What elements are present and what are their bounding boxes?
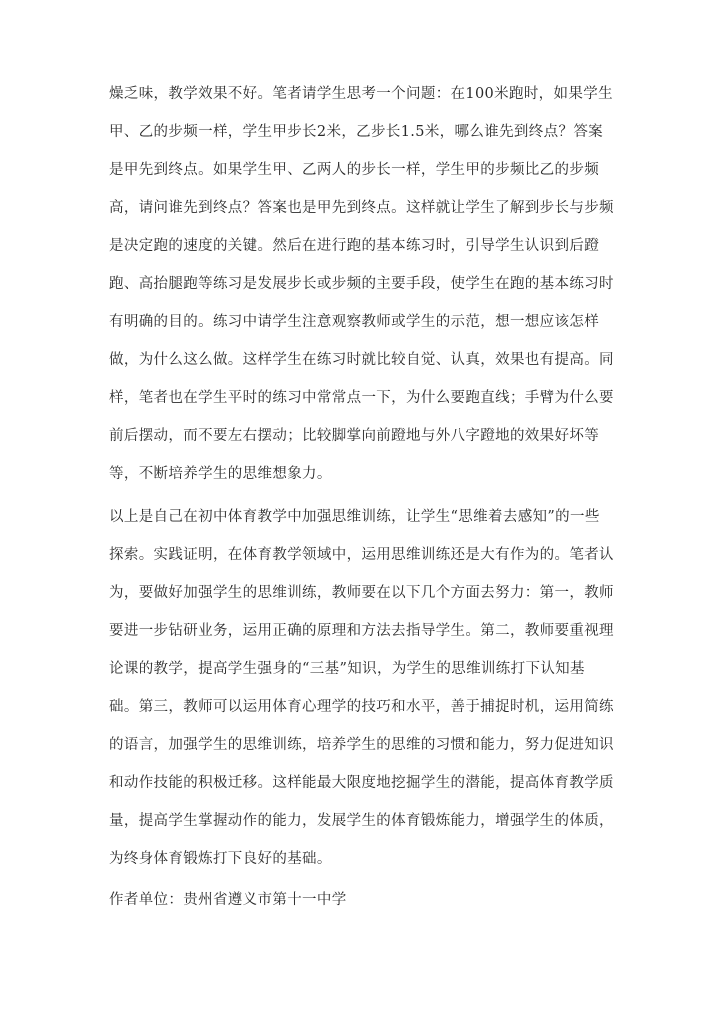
text-line: 论课的教学，提高学生强身的“三基”知识，为学生的思维训练打下认知基 — [109, 661, 585, 677]
text-line: 有明确的目的。练习中请学生注意观察教师或学生的示范，想一想应该怎样 — [109, 314, 600, 330]
text-line: 等，不断培养学生的思维想象力。 — [109, 466, 332, 482]
text-line: 甲、乙的步频一样，学生甲步长2米，乙步长1.5米，哪么谁先到终点？答案 — [109, 124, 604, 140]
text-line: 样，笔者也在学生平时的练习中常常点一下，为什么要跑直线；手臂为什么要 — [109, 390, 614, 406]
text-line: 以上是自己在初中体育教学中加强思维训练，让学生“思维着去感知”的一些 — [109, 509, 600, 525]
text-line: 跑、高抬腿跑等练习是发展步长或步频的主要手段，使学生在跑的基本练习时 — [109, 276, 614, 292]
text-line: 量，提高学生掌握动作的能力，发展学生的体育锻炼能力，增强学生的体质， — [109, 813, 614, 829]
text-line: 为，要做好加强学生的思维训练，教师要在以下几个方面去努力：第一，教师 — [109, 585, 614, 601]
text-line: 高，请问谁先到终点？答案也是甲先到终点。这样就让学生了解到步长与步频 — [109, 200, 614, 216]
text-line: 燥乏味，教学效果不好。笔者请学生思考一个问题：在100米跑时，如果学生 — [109, 86, 613, 102]
text-line: 础。第三，教师可以运用体育心理学的技巧和水平，善于捕捉时机，运用简练 — [109, 699, 614, 715]
text-line: 是甲先到终点。如果学生甲、乙两人的步长一样，学生甲的步频比乙的步频 — [109, 162, 600, 178]
text-line: 前后摆动，而不要左右摆动；比较脚掌向前蹬地与外八字蹬地的效果好坏等 — [109, 428, 600, 444]
text-line: 和动作技能的积极迁移。这样能最大限度地挖掘学生的潜能，提高体育教学质 — [109, 775, 614, 791]
text-line: 为终身体育锻炼打下良好的基础。 — [109, 851, 332, 867]
text-line: 要进一步钻研业务，运用正确的原理和方法去指导学生。第二，教师要重视理 — [109, 623, 614, 639]
text-line: 做，为什么这么做。这样学生在练习时就比较自觉、认真，效果也有提高。同 — [109, 352, 614, 368]
text-line: 的语言，加强学生的思维训练，培养学生的思维的习惯和能力，努力促进知识 — [109, 737, 614, 753]
text-line: 探索。实践证明，在体育教学领域中，运用思维训练还是大有作为的。笔者认 — [109, 547, 614, 563]
author-unit: 作者单位：贵州省遵义市第十一中学 — [109, 892, 347, 908]
text-line: 是决定跑的速度的关键。然后在进行跑的基本练习时，引导学生认识到后蹬 — [109, 238, 600, 254]
